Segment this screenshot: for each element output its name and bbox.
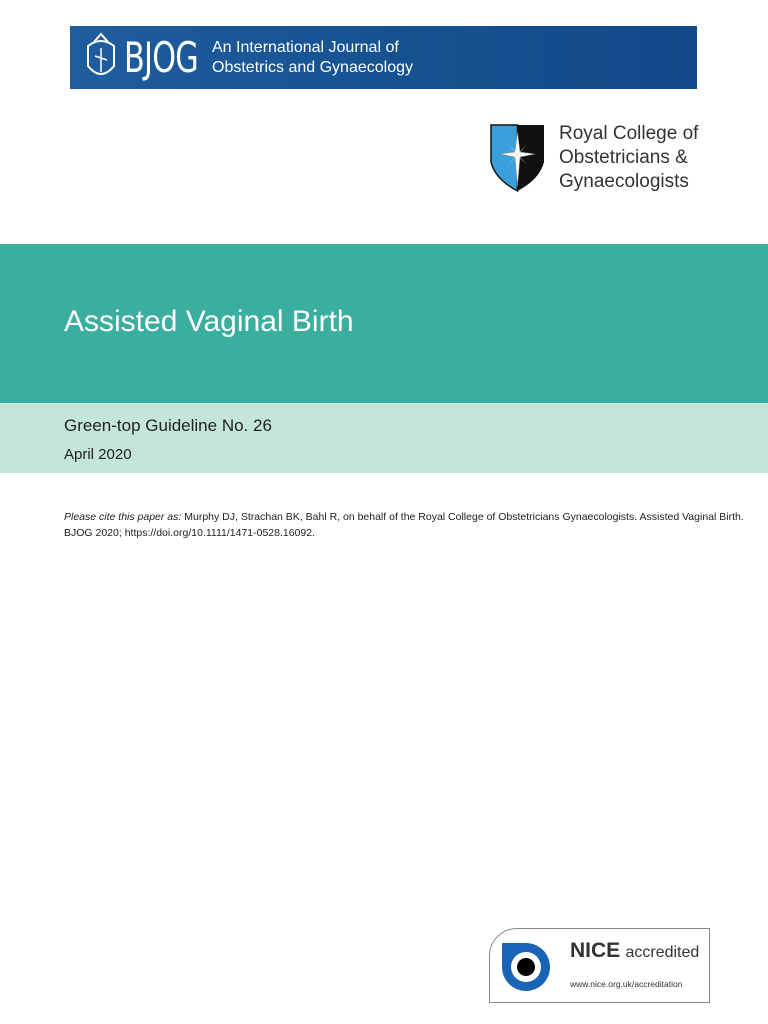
nice-logo-icon	[496, 937, 554, 995]
nice-heading	[570, 939, 699, 963]
citation-text: Murphy DJ, Strachan BK, Bahl R, on behalf of the Royal College of Obstetricians Gynaecologists. Assisted Vaginal Birth. BJOG 2020; https://doi.org/10.1111/1471-0528.16092.	[64, 511, 744, 539]
rcog-name	[559, 122, 698, 194]
nice-accredited-badge	[489, 928, 710, 1003]
rcog-line3: Gynaecologists	[559, 171, 689, 192]
rcog-line2: Obstetricians &	[559, 147, 688, 168]
bjog-crest-icon	[84, 32, 118, 84]
bjog-logo-text: BJOG	[124, 33, 199, 82]
journal-subtitle	[212, 38, 413, 78]
nice-url: www.nice.org.uk/accreditation	[570, 979, 683, 989]
page-title: Assisted Vaginal Birth	[64, 305, 354, 338]
rcog-logo	[490, 122, 698, 194]
journal-subtitle-line1: An International Journal of	[212, 38, 399, 56]
journal-subtitle-line2: Obstetrics and Gynaecology	[212, 58, 413, 76]
citation	[64, 509, 744, 541]
publication-date: April 2020	[64, 446, 132, 463]
bjog-banner	[70, 26, 697, 89]
citation-prefix: Please cite this paper as:	[64, 511, 182, 523]
rcog-shield-icon	[490, 124, 545, 192]
nice-brand: NICE	[570, 939, 621, 962]
guideline-number: Green-top Guideline No. 26	[64, 416, 272, 435]
rcog-line1: Royal College of	[559, 123, 699, 144]
nice-label: accredited	[625, 944, 700, 961]
